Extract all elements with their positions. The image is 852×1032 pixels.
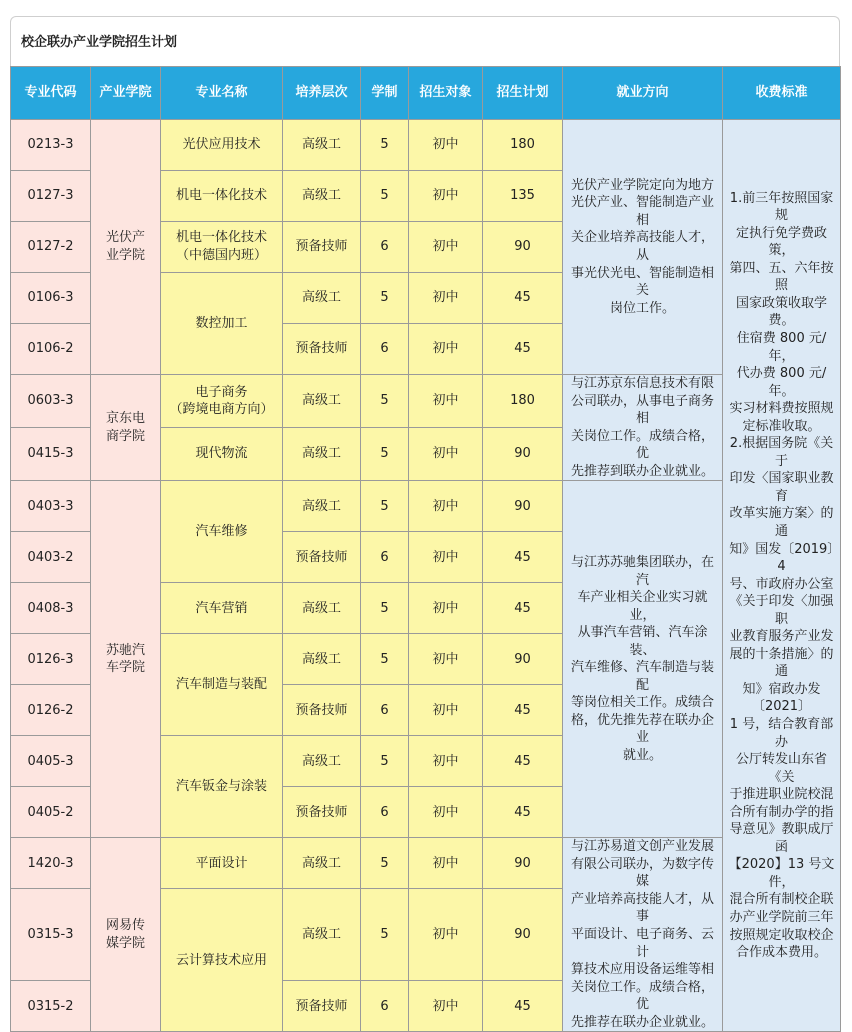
cell-level: 高级工 — [283, 120, 361, 171]
fee-line: 合所有制办学的指 — [729, 804, 834, 820]
cell-target: 初中 — [409, 171, 483, 222]
career-line: 汽车维修、汽车制造与装配 — [570, 660, 714, 693]
cell-years: 5 — [361, 120, 409, 171]
cell-plan: 90 — [483, 889, 563, 981]
fee-line: 导意见》教职成厅函 — [729, 822, 834, 855]
cell-years: 6 — [361, 532, 409, 583]
cell-level: 高级工 — [283, 375, 361, 428]
cell-level: 高级工 — [283, 583, 361, 634]
cell-years: 5 — [361, 838, 409, 889]
header-career: 就业方向 — [563, 67, 723, 120]
fee-line: 国家政策收取学费。 — [735, 295, 827, 329]
cell-level: 预备技师 — [283, 685, 361, 736]
college-line: 光伏产 — [105, 230, 145, 246]
fee-line: 《关于印发〈加强职 — [729, 594, 834, 627]
cell-level: 高级工 — [283, 889, 361, 981]
college-line: 业学院 — [105, 248, 145, 263]
cell-code: 0315-2 — [11, 981, 91, 1032]
cell-plan: 90 — [483, 428, 563, 481]
career-line: 与江苏京东信息技术有限 — [570, 376, 714, 391]
fee-line: 定执行免学费政策， — [735, 225, 827, 259]
header-college: 产业学院 — [91, 67, 161, 120]
cell-years: 5 — [361, 583, 409, 634]
cell-major: 云计算技术应用 — [161, 889, 283, 1032]
cell-level: 高级工 — [283, 273, 361, 324]
cell-target: 初中 — [409, 428, 483, 481]
college-line: 商学院 — [105, 428, 145, 444]
major-line: 电子商务 — [195, 384, 248, 400]
fee-line: 知》宿政办发〔2021〕 — [742, 681, 821, 715]
career-line: 与江苏苏驰集团联办，在汽 — [570, 555, 714, 588]
career-line: 关企业培养高技能人才，从 — [570, 230, 714, 263]
cell-level: 高级工 — [283, 171, 361, 222]
career-line: 公司联办，从事电子商务相 — [570, 393, 714, 427]
career-line: 从事汽车营销、汽车涂装、 — [577, 625, 708, 658]
cell-level: 高级工 — [283, 838, 361, 889]
header-level: 培养层次 — [283, 67, 361, 120]
fee-line: 改革实施方案〉的通 — [729, 506, 834, 539]
cell-plan: 45 — [483, 583, 563, 634]
cell-code: 0106-2 — [11, 324, 91, 375]
cell-level: 预备技师 — [283, 532, 361, 583]
cell-plan: 45 — [483, 736, 563, 787]
enrollment-table — [10, 66, 841, 1032]
fee-line: 1 号，结合教育部办 — [729, 717, 834, 750]
cell-years: 6 — [361, 981, 409, 1032]
cell-years: 5 — [361, 375, 409, 428]
cell-level: 高级工 — [283, 736, 361, 787]
cell-target: 初中 — [409, 981, 483, 1032]
cell-target: 初中 — [409, 838, 483, 889]
cell-target: 初中 — [409, 481, 483, 532]
cell-level: 预备技师 — [283, 222, 361, 273]
table-title: 校企联办产业学院招生计划 — [21, 35, 178, 50]
fee-line: 知》国发〔2019〕4 — [729, 541, 834, 575]
cell-college-suchi — [91, 481, 161, 838]
header-plan: 招生计划 — [483, 67, 563, 120]
cell-plan: 45 — [483, 273, 563, 324]
cell-level: 预备技师 — [283, 981, 361, 1032]
cell-code: 0603-3 — [11, 375, 91, 428]
cell-college-guangfu — [91, 120, 161, 375]
header-fee: 收费标准 — [723, 67, 841, 120]
cell-code: 0415-3 — [11, 428, 91, 481]
cell-career-guangfu — [563, 120, 723, 375]
fee-line: 【2020】13 号文件， — [728, 857, 835, 890]
fee-line: 合作成本费用。 — [735, 945, 827, 961]
career-line: 与江苏易道文创产业发展 — [570, 839, 714, 855]
cell-years: 5 — [361, 171, 409, 222]
career-line: 产业培养高技能人才，从事 — [570, 891, 714, 925]
cell-plan: 90 — [483, 634, 563, 685]
cell-major: 平面设计 — [161, 838, 283, 889]
cell-years: 5 — [361, 481, 409, 532]
cell-code: 0403-3 — [11, 481, 91, 532]
career-line: 岗位工作。 — [609, 300, 675, 316]
career-line: 事光伏光电、智能制造相关 — [570, 265, 714, 299]
cell-code: 1420-3 — [11, 838, 91, 889]
cell-years: 6 — [361, 787, 409, 838]
cell-code: 0126-3 — [11, 634, 91, 685]
cell-code: 0408-3 — [11, 583, 91, 634]
cell-plan: 45 — [483, 685, 563, 736]
career-line: 关岗位工作。成绩合格，优 — [570, 428, 714, 462]
cell-major: 汽车钣金与涂装 — [161, 736, 283, 838]
header-target: 招生对象 — [409, 67, 483, 120]
major-line: 机电一体化技术 — [175, 230, 267, 246]
fee-line: 定标准收取。 — [742, 418, 821, 434]
cell-years: 6 — [361, 324, 409, 375]
cell-code: 0403-2 — [11, 532, 91, 583]
fee-line: 业教育服务产业发 — [729, 629, 834, 645]
cell-plan: 45 — [483, 787, 563, 838]
cell-major: 汽车营销 — [161, 583, 283, 634]
fee-line: 办产业学院前三年 — [729, 910, 834, 926]
cell-target: 初中 — [409, 375, 483, 428]
cell-target: 初中 — [409, 324, 483, 375]
cell-code: 0106-3 — [11, 273, 91, 324]
fee-line: 号、市政府办公室 — [729, 576, 834, 592]
cell-target: 初中 — [409, 120, 483, 171]
cell-plan: 45 — [483, 981, 563, 1032]
cell-code: 0315-3 — [11, 889, 91, 981]
cell-target: 初中 — [409, 634, 483, 685]
cell-level: 高级工 — [283, 481, 361, 532]
fee-line: 印发〈国家职业教育 — [729, 471, 834, 504]
cell-level: 高级工 — [283, 428, 361, 481]
cell-career-wangyi — [563, 838, 723, 1032]
college-line: 媒学院 — [105, 935, 145, 951]
fee-line: 代办费 800 元/年。 — [736, 366, 827, 399]
cell-target: 初中 — [409, 736, 483, 787]
cell-plan: 180 — [483, 120, 563, 171]
fee-line: 第四、五、六年按照 — [729, 260, 834, 294]
cell-years: 5 — [361, 736, 409, 787]
cell-years: 6 — [361, 685, 409, 736]
fee-line: 混合所有制校企联 — [729, 892, 834, 908]
career-line: 车产业相关企业实习就业， — [577, 590, 708, 623]
table-row — [11, 481, 841, 532]
college-line: 京东电 — [105, 411, 145, 427]
major-line: （中德国内班） — [175, 248, 267, 263]
college-line: 苏驰汽 — [105, 642, 145, 658]
cell-code: 0126-2 — [11, 685, 91, 736]
cell-years: 5 — [361, 273, 409, 324]
career-line: 就业。 — [622, 748, 662, 764]
cell-major: 数控加工 — [161, 273, 283, 375]
cell-years: 5 — [361, 889, 409, 981]
cell-years: 6 — [361, 222, 409, 273]
cell-plan: 45 — [483, 324, 563, 375]
cell-target: 初中 — [409, 273, 483, 324]
fee-line: 住宿费 800 元/年， — [736, 330, 827, 364]
header-major: 专业名称 — [161, 67, 283, 120]
fee-line: 实习材料费按照规 — [729, 401, 834, 417]
fee-line: 于推进职业院校混 — [729, 787, 834, 803]
cell-years: 5 — [361, 428, 409, 481]
header-row — [11, 67, 841, 120]
career-line: 先推荐到联办企业就业。 — [570, 463, 714, 479]
cell-target: 初中 — [409, 889, 483, 981]
cell-target: 初中 — [409, 787, 483, 838]
cell-years: 5 — [361, 634, 409, 685]
cell-career-jingdong — [563, 375, 723, 481]
cell-code: 0405-2 — [11, 787, 91, 838]
table-row — [11, 120, 841, 171]
cell-major — [161, 375, 283, 428]
cell-major — [161, 222, 283, 273]
header-years: 学制 — [361, 67, 409, 120]
career-line: 平面设计、电子商务、云计 — [570, 927, 714, 960]
fee-line: 展的十条措施〉的通 — [729, 646, 834, 680]
cell-plan: 90 — [483, 838, 563, 889]
career-line: 格，优先推先荐在联办企业 — [570, 712, 714, 746]
cell-code: 0127-2 — [11, 222, 91, 273]
table-row — [11, 838, 841, 889]
cell-plan: 135 — [483, 171, 563, 222]
header-code: 专业代码 — [11, 67, 91, 120]
cell-major: 汽车制造与装配 — [161, 634, 283, 736]
cell-plan: 90 — [483, 222, 563, 273]
cell-target: 初中 — [409, 222, 483, 273]
fee-line: 2.根据国务院《关于 — [729, 436, 834, 469]
cell-level: 预备技师 — [283, 324, 361, 375]
cell-target: 初中 — [409, 685, 483, 736]
college-line: 网易传 — [105, 918, 145, 934]
cell-plan: 45 — [483, 532, 563, 583]
career-line: 光伏产业、智能制造产业相 — [570, 195, 714, 228]
cell-major: 光伏应用技术 — [161, 120, 283, 171]
college-line: 车学院 — [105, 660, 145, 676]
fee-line: 公厅转发山东省《关 — [735, 752, 827, 785]
cell-level: 预备技师 — [283, 787, 361, 838]
cell-code: 0213-3 — [11, 120, 91, 171]
cell-college-jingdong — [91, 375, 161, 481]
cell-plan: 90 — [483, 481, 563, 532]
cell-target: 初中 — [409, 532, 483, 583]
cell-fee-standard — [723, 120, 841, 1032]
cell-code: 0405-3 — [11, 736, 91, 787]
cell-code: 0127-3 — [11, 171, 91, 222]
cell-major: 机电一体化技术 — [161, 171, 283, 222]
cell-level: 高级工 — [283, 634, 361, 685]
cell-college-wangyi — [91, 838, 161, 1032]
career-line: 算技术应用设备运维等相 — [570, 962, 714, 978]
fee-line: 按照规定收取校企 — [729, 927, 834, 943]
career-line: 等岗位相关工作。成绩合 — [570, 695, 714, 711]
title-bar — [10, 16, 840, 66]
fee-line: 1.前三年按照国家规 — [729, 190, 834, 224]
cell-major: 汽车维修 — [161, 481, 283, 583]
career-line: 光伏产业学院定向为地方 — [570, 177, 714, 193]
cell-major: 现代物流 — [161, 428, 283, 481]
career-line: 先推荐在联办企业就业。 — [570, 1014, 714, 1030]
table-row — [11, 375, 841, 428]
career-line: 有限公司联办，为数字传媒 — [570, 856, 714, 890]
major-line: （跨境电商方向） — [169, 402, 274, 418]
cell-target: 初中 — [409, 583, 483, 634]
career-line: 关岗位工作。成绩合格，优 — [570, 979, 714, 1013]
cell-career-suchi — [563, 481, 723, 838]
cell-plan: 180 — [483, 375, 563, 428]
